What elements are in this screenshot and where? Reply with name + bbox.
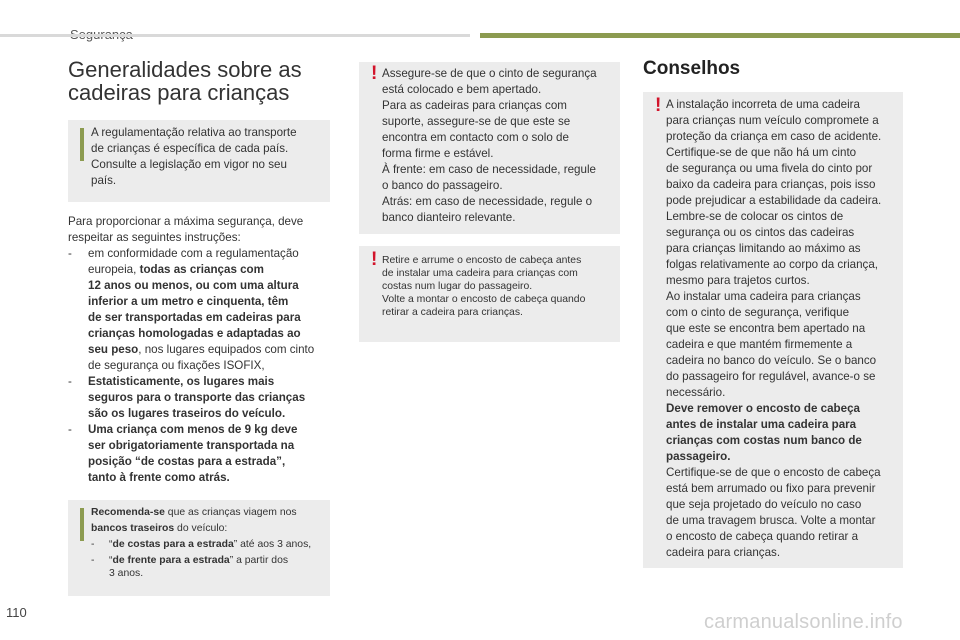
warning-icon: ! (371, 63, 378, 84)
advice-title: Conselhos (643, 58, 741, 79)
info-marker-icon (80, 508, 84, 541)
list-item-regulation: - em conformidade com a regulamentação europeia, todas as crianças com 12 anos ou menos, ou com uma altura inferior a um metro e cinquenta, têm de ser transportadas em cadeiras para crianças homologadas e adaptadas ao seu peso, nos lugares equipados com cinto de segurança ou fixações ISOFIX, (68, 247, 315, 372)
intro-text: Para proporcionar a máxima segurança, deve respeitar as seguintes instruções: (68, 215, 304, 244)
list-item-statistics: - Estatisticamente, os lugares mais seguros para o transporte das crianças são os lugares traseiros do veículo. (68, 375, 306, 420)
page-number: 110 (6, 605, 27, 620)
column-advice (643, 58, 903, 568)
header-rule-accent (480, 33, 960, 38)
warning-box-installation: ! A instalação incorreta de uma cadeira para crianças num veículo compromete a proteção da criança em caso de acidente. Certifique-se de que não há um cinto de segurança ou uma fivela do cinto por baixo da cadeira para crianças, pois isso pode prejudicar a estabilidade da cadeira. Lembre-se de colocar os cintos de segurança ou os cintos das cadeiras para crianças limitando ao máximo as folgas relativamente ao corpo da criança, mesmo para trajetos curtos. Ao instalar uma cadeira para crianças com o cinto de segurança, verifique que este se encontra bem apertado na cadeira e que mantém firmemente a cadeira no banco do veículo. Se o banco do passageiro for regulável, avance-o se necessário. Deve remover o encosto de cabeça antes de instalar uma cadeira para crianças com costas num banco de passageiro. Certifique-se de que o encosto de cabeça está bem arrumado ou fixo para prevenir que seja projetado do veículo no caso de uma travagem brusca. Volte a montar o encosto de cabeça quando retirar a cadeira para crianças. (643, 92, 903, 568)
header-rule-left (0, 34, 470, 37)
warning-icon: ! (371, 249, 378, 270)
watermark: carmanualsonline.info (704, 611, 903, 633)
info-box-rear-seats: Recomenda-se que as crianças viagem nos bancos traseiros do veículo: - “de costas para a estrada” até aos 3 anos, - “de frente para a estrada” a partir dos 3 anos. (68, 500, 330, 596)
warning-icon: ! (655, 95, 662, 116)
info-box-regulation: A regulamentação relativa ao transporte de crianças é específica de cada país. Consulte a legislação em vigor no seu país. (68, 120, 330, 202)
page-title: Generalidades sobre as cadeiras para crianças (68, 57, 302, 105)
column-general (68, 58, 330, 596)
list-item-under-9kg: - Uma criança com menos de 9 kg deve ser obrigatoriamente transportada na posição “de costas para a estrada”, tanto à frente como atrás. (68, 423, 298, 484)
warning-box-headrest: ! Retire e arrume o encosto de cabeça antes de instalar uma cadeira para crianças com costas num lugar do passageiro. Volte a montar o encosto de cabeça quando retirar a cadeira para crianças. (359, 246, 620, 342)
info-marker-icon (80, 128, 84, 161)
warning-box-seatbelt: ! Assegure-se de que o cinto de segurança está colocado e bem apertado. Para as cadeiras para crianças com suporte, assegure-se de que este se encontra em contacto com o solo de forma firme e estável. À frente: em caso de necessidade, regule o banco do passageiro. Atrás: em caso de necessidade, regule o banco dianteiro relevante. (359, 62, 620, 234)
column-warnings (359, 62, 620, 342)
